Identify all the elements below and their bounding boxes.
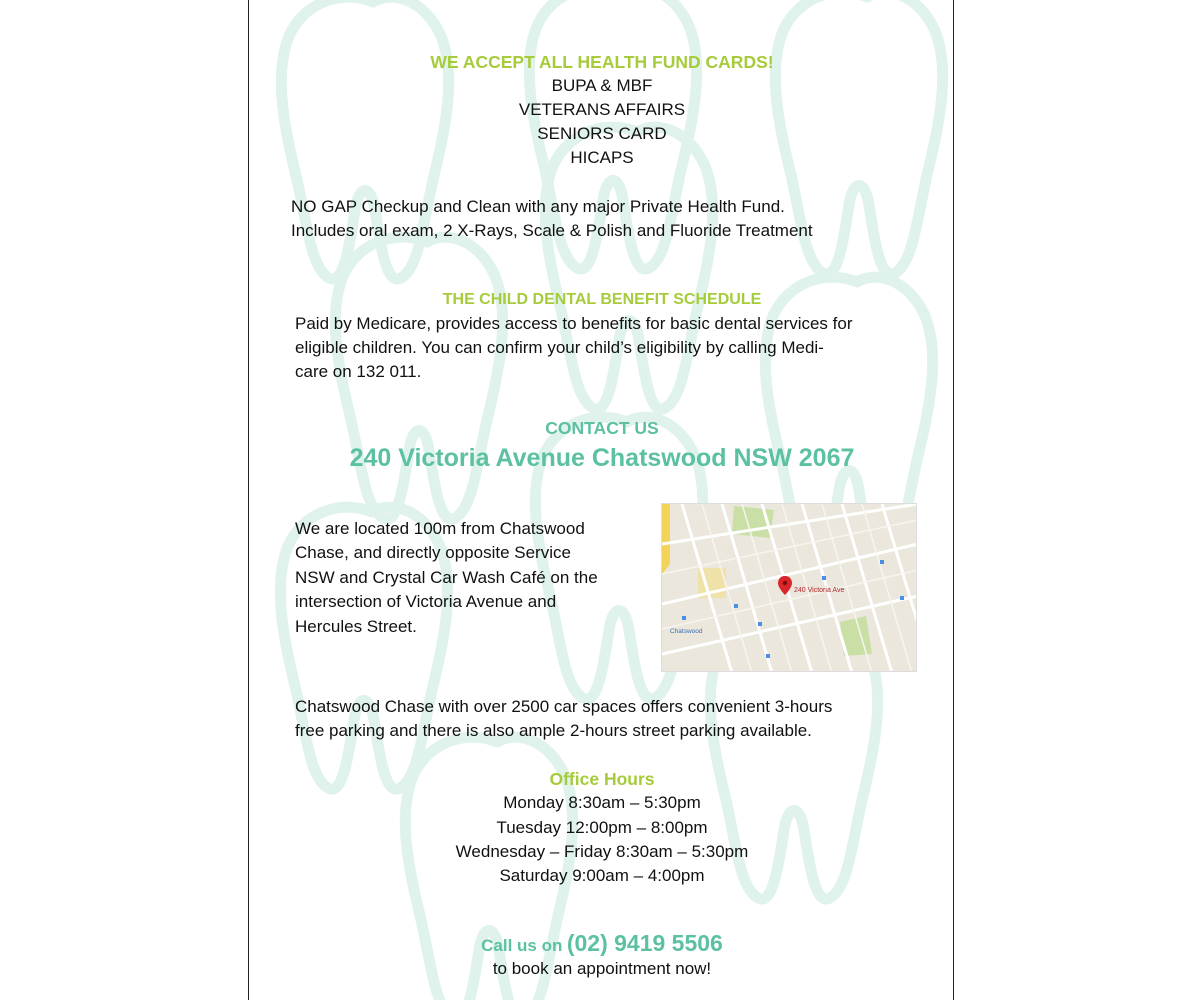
health-fund-item: BUPA & MBF (551, 76, 653, 95)
health-fund-item: HICAPS (570, 148, 634, 167)
child-benefit-line: eligible children. You can confirm your child’s eligibility by calling Medi- (295, 338, 824, 357)
health-fund-item: SENIORS CARD (537, 124, 667, 143)
office-hours-heading: Office Hours (549, 769, 655, 789)
office-hours-row: Wednesday – Friday 8:30am – 5:30pm (455, 842, 749, 861)
call-suffix: to book an appointment now! (492, 959, 712, 978)
location-line: NSW and Crystal Car Wash Café on the (295, 568, 598, 587)
child-benefit-line: Paid by Medicare, provides access to benefits for basic dental services for (295, 314, 853, 333)
call-prefix: Call us on (481, 936, 563, 955)
location-map[interactable] (661, 503, 917, 672)
health-fund-heading: WE ACCEPT ALL HEALTH FUND CARDS! (430, 52, 774, 72)
location-line: intersection of Victoria Avenue and (295, 592, 557, 611)
parking-line: Chatswood Chase with over 2500 car spaces offers convenient 3-hours (295, 697, 833, 716)
office-hours-row: Saturday 9:00am – 4:00pm (499, 866, 705, 885)
no-gap-line: NO GAP Checkup and Clean with any major Private Health Fund. (291, 197, 785, 216)
flyer-content (249, 0, 954, 1000)
map-graphic (662, 504, 917, 672)
contact-heading: CONTACT US (545, 418, 659, 438)
health-fund-item: VETERANS AFFAIRS (518, 100, 686, 119)
location-line: We are located 100m from Chatswood (295, 519, 585, 538)
no-gap-line: Includes oral exam, 2 X-Rays, Scale & Polish and Fluoride Treatment (291, 221, 813, 240)
contact-address: 240 Victoria Avenue Chatswood NSW 2067 (349, 444, 855, 472)
office-hours-row: Tuesday 12:00pm – 8:00pm (496, 818, 708, 837)
location-line: Chase, and directly opposite Service (295, 543, 571, 562)
child-benefit-line: care on 132 011. (295, 362, 422, 381)
office-hours-row: Monday 8:30am – 5:30pm (503, 793, 701, 812)
map-place-label: Chatswood (670, 628, 703, 635)
phone-number[interactable]: (02) 9419 5506 (566, 930, 723, 956)
map-pin-label: 240 Victoria Ave (794, 587, 845, 594)
flyer-page (248, 0, 954, 1000)
child-benefit-heading: THE CHILD DENTAL BENEFIT SCHEDULE (442, 291, 762, 308)
parking-line: free parking and there is also ample 2-hours street parking available. (295, 721, 812, 740)
location-line: Hercules Street. (295, 617, 417, 636)
